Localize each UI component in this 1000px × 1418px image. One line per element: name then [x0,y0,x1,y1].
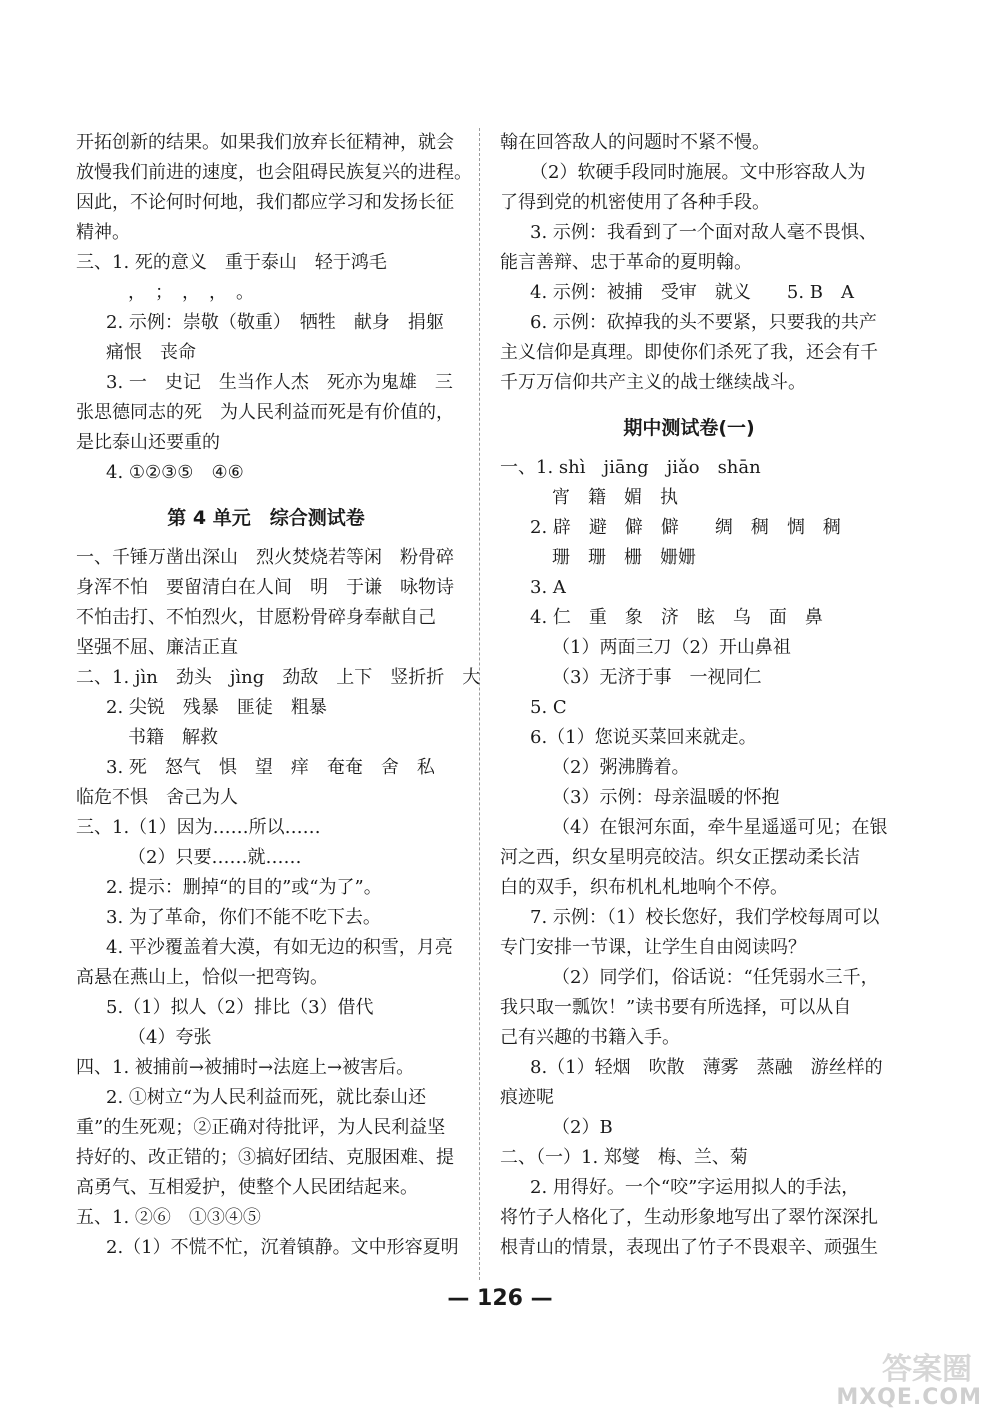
text-line: 将竹子人格化了，生动形象地写出了翠竹深深扎 [500,1207,878,1228]
text-line: 书籍 解救 [128,727,218,748]
text-line: 4. 示例：被捕 受审 就义 5. B A [530,282,855,303]
text-line: ， ； ， ， 。 [128,282,254,303]
text-line: （2）软硬手段同时施展。文中形容敌人为 [530,162,866,183]
text-line: 2. ①树立“为人民利益而死，就比泰山还 [106,1087,427,1108]
text-line: （4）在银河东面，牵牛星遥遥可见；在银 [552,817,888,838]
text-line: 是比泰山还要重的 [76,432,220,453]
text-line: 因此，不论何时何地，我们都应学习和发扬长征 [76,192,454,213]
text-line: 痛恨 丧命 [106,342,196,363]
text-line: 三、1.（1）因为……所以…… [76,817,321,838]
text-line: 3. 死 怒气 惧 望 痒 奄奄 舍 私 [106,757,435,778]
text-line: 4. 平沙覆盖着大漠，有如无边的积雪，月亮 [106,937,453,958]
right-column [500,128,888,1263]
text-line: 持好的、改正错的；③搞好团结、克服困难、提 [76,1147,454,1168]
text-line: 坚强不屈、廉洁正直 [76,637,238,658]
text-line: 5.（1）拟人（2）排比（3）借代 [106,997,374,1018]
text-line: 高勇气、互相爱护，使整个人民团结起来。 [76,1177,418,1198]
text-line: 痕迹呢 [500,1087,554,1108]
text-line: 根青山的情景，表现出了竹子不畏艰辛、顽强生 [500,1237,878,1258]
text-line: （2）B [552,1117,613,1138]
text-line: 3. 示例：我看到了一个面对敌人毫不畏惧、 [530,222,877,243]
text-line: 珊 珊 栅 姗姗 [552,547,696,568]
text-line: 开拓创新的结果。如果我们放弃长征精神，就会 [76,132,454,153]
text-line: 四、1. 被捕前→被捕时→法庭上→被害后。 [76,1057,415,1078]
text-line: 二、（一）1. 郑燮 梅、兰、菊 [500,1147,748,1168]
text-line: 高悬在燕山上，恰似一把弯钩。 [76,967,328,988]
watermark-text: MXQE.COM [836,1385,982,1410]
page-number: — 126 — [447,1286,553,1311]
text-line: （3）无济于事 一视同仁 [552,667,762,688]
text-line: 7. 示例：（1）校长您好，我们学校每周可以 [530,907,880,928]
column-divider [479,128,480,1280]
text-line: 能言善辩、忠于革命的夏明翰。 [500,252,752,273]
text-line: 主义信仰是真理。即使你们杀死了我，还会有千 [500,342,878,363]
text-line: 河之西，织女星明亮皎洁。织女正摆动柔长洁 [500,847,860,868]
text-line: 身浑不怕 要留清白在人间 明 于谦 咏物诗 [76,577,454,598]
text-line: 精神。 [76,222,130,243]
text-line: 不怕击打、不怕烈火，甘愿粉骨碎身奉献自己 [76,607,436,628]
text-line: 6.（1）您说买菜回来就走。 [530,727,757,748]
text-line: 己有兴趣的书籍入手。 [500,1027,680,1048]
text-line: 翰在回答敌人的问题时不紧不慢。 [500,132,770,153]
text-line: 白的双手，织布机札札地响个不停。 [500,877,788,898]
text-line: 5. C [530,697,567,718]
text-line: 2.（1）不慌不忙，沉着镇静。文中形容夏明 [106,1237,459,1258]
text-line: 专门安排一节课，让学生自由阅读吗？ [500,937,806,958]
text-line: 宵 籍 媚 执 [552,487,678,508]
text-line: 3. A [530,577,566,598]
text-line: 8.（1）轻烟 吹散 薄雾 蒸融 游丝样的 [530,1057,883,1078]
text-line: （2）只要……就…… [128,847,302,868]
text-line: 2. 尖锐 残暴 匪徒 粗暴 [106,697,327,718]
text-line: 4. ①②③⑤ ④⑥ [106,462,244,483]
text-line: 重”的生死观；②正确对待批评，为人民利益坚 [76,1117,446,1138]
text-line: 临危不惧 舍己为人 [76,787,238,808]
text-line: 一、千锤万凿出深山 烈火焚烧若等闲 粉骨碎 [76,547,454,568]
text-line: 放慢我们前进的速度，也会阻碍民族复兴的进程。 [76,162,472,183]
text-line: 三、1. 死的意义 重于泰山 轻于鸿毛 [76,252,387,273]
text-line: 3. 为了革命，你们不能不吃下去。 [106,907,381,928]
left-column [76,128,481,1263]
text-line: 2. 提示：删掉“的目的”或“为了”。 [106,877,382,898]
text-line: 3. 一 史记 生当作人杰 死亦为鬼雄 三 [106,372,453,393]
text-line: 一、1. shì jiāng jiǎo shān [500,457,761,478]
text-line: 张思德同志的死 为人民利益而死是有价值的， [76,402,454,423]
text-line: 2. 示例：崇敬（敬重） 牺牲 献身 捐躯 [106,312,444,333]
text-line: 二、1. jìn 劲头 jìng 劲敌 上下 竖折折 大 [76,667,481,688]
watermark-big-text: 答案圈 [882,1352,972,1387]
section-heading: 第 4 单元 综合测试卷 [167,507,365,529]
section-heading: 期中测试卷(一) [623,417,755,439]
text-line: 五、1. ②⑥ ①③④⑤ [76,1207,261,1228]
text-line: 了得到党的机密使用了各种手段。 [500,192,770,213]
text-line: （2）粥沸腾着。 [552,757,690,778]
text-line: （4）夸张 [128,1027,212,1048]
text-line: 2. 用得好。一个“咬”字运用拟人的手法， [530,1177,860,1198]
watermark-logo [832,1350,982,1410]
text-line: 4. 仁 重 象 济 眩 乌 面 鼻 [530,607,823,628]
text-line: 6. 示例：砍掉我的头不要紧，只要我的共产 [530,312,877,333]
text-line: （1）两面三刀（2）开山鼻祖 [552,637,791,658]
text-line: 2. 辟 避 僻 僻 绸 稠 惆 稠 [530,517,841,538]
text-line: （3）示例：母亲温暖的怀抱 [552,787,780,808]
text-line: 我只取一瓢饮！”读书要有所选择，可以从自 [500,997,852,1018]
text-line: 千万万信仰共产主义的战士继续战斗。 [500,372,806,393]
text-line: （2）同学们，俗话说：“任凭弱水三千， [552,967,879,988]
